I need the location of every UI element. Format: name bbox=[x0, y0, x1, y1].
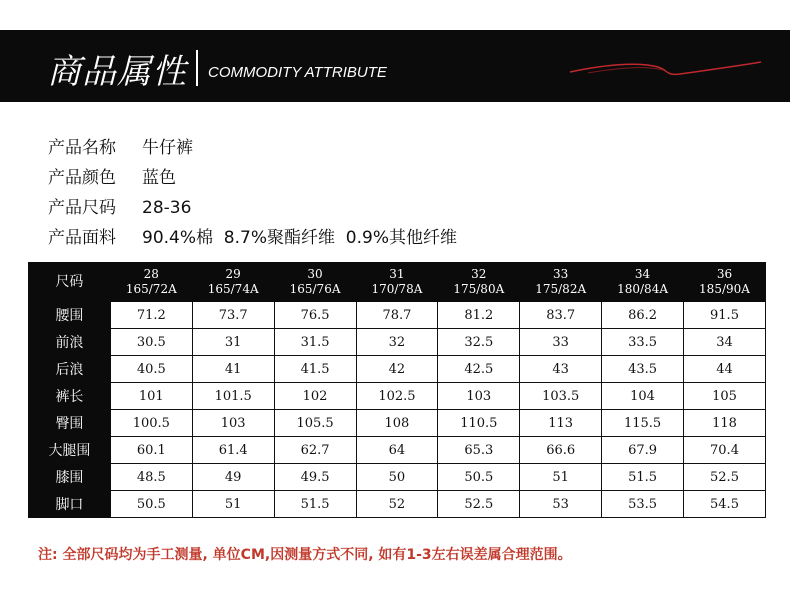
table-cell: 44 bbox=[684, 356, 766, 383]
row-label: 大腿围 bbox=[29, 437, 111, 464]
table-cell: 52.5 bbox=[438, 491, 520, 518]
table-cell: 41.5 bbox=[274, 356, 356, 383]
measurement-note: 注: 全部尺码均为手工测量, 单位CM,因测量方式不同, 如有1-3左右误差属合理范围。 bbox=[38, 547, 572, 563]
table-cell: 101 bbox=[110, 383, 192, 410]
table-cell: 103 bbox=[438, 383, 520, 410]
table-cell: 70.4 bbox=[684, 437, 766, 464]
table-cell: 91.5 bbox=[684, 302, 766, 329]
table-cell: 81.2 bbox=[438, 302, 520, 329]
size-column-header bbox=[602, 263, 684, 302]
size-fit: 165/74A bbox=[207, 282, 259, 296]
table-cell: 49 bbox=[192, 464, 274, 491]
attribute-row bbox=[48, 193, 457, 223]
table-row bbox=[29, 383, 766, 410]
size-header-row bbox=[29, 263, 766, 302]
table-cell: 32.5 bbox=[438, 329, 520, 356]
table-row bbox=[29, 437, 766, 464]
table-cell: 102.5 bbox=[356, 383, 438, 410]
table-cell: 78.7 bbox=[356, 302, 438, 329]
table-cell: 50 bbox=[356, 464, 438, 491]
attribute-label: 产品颜色 bbox=[48, 168, 116, 188]
table-cell: 40.5 bbox=[110, 356, 192, 383]
size-number: 32 bbox=[471, 267, 487, 281]
table-row bbox=[29, 410, 766, 437]
size-column-header bbox=[438, 263, 520, 302]
size-fit: 180/84A bbox=[617, 282, 668, 296]
row-label: 臀围 bbox=[29, 410, 111, 437]
size-number: 31 bbox=[389, 267, 405, 281]
size-number: 29 bbox=[225, 267, 241, 281]
table-cell: 31.5 bbox=[274, 329, 356, 356]
table-cell: 48.5 bbox=[110, 464, 192, 491]
size-table bbox=[28, 262, 766, 518]
table-cell: 61.4 bbox=[192, 437, 274, 464]
table-cell: 53 bbox=[520, 491, 602, 518]
table-cell: 110.5 bbox=[438, 410, 520, 437]
table-cell: 100.5 bbox=[110, 410, 192, 437]
size-fit: 165/72A bbox=[125, 282, 177, 296]
table-cell: 51.5 bbox=[274, 491, 356, 518]
size-number: 34 bbox=[634, 267, 651, 281]
attribute-label: 产品尺码 bbox=[48, 198, 116, 218]
table-cell: 33.5 bbox=[602, 329, 684, 356]
attribute-row bbox=[48, 163, 457, 193]
table-cell: 60.1 bbox=[110, 437, 192, 464]
size-fit: 175/80A bbox=[453, 282, 505, 296]
table-cell: 51.5 bbox=[602, 464, 684, 491]
table-cell: 115.5 bbox=[602, 410, 684, 437]
table-cell: 103.5 bbox=[520, 383, 602, 410]
size-fit: 170/78A bbox=[371, 282, 423, 296]
table-cell: 71.2 bbox=[110, 302, 192, 329]
table-cell: 51 bbox=[192, 491, 274, 518]
red-swoosh-decoration bbox=[568, 58, 763, 80]
table-cell: 33 bbox=[520, 329, 602, 356]
header-subtitle: COMMODITY ATTRIBUTE bbox=[208, 64, 387, 81]
table-cell: 42.5 bbox=[438, 356, 520, 383]
table-cell: 51 bbox=[520, 464, 602, 491]
size-fit: 165/76A bbox=[289, 282, 341, 296]
size-column-header bbox=[110, 263, 192, 302]
size-fit: 175/82A bbox=[535, 282, 587, 296]
attribute-value: 28-36 bbox=[142, 198, 192, 218]
table-cell: 30.5 bbox=[110, 329, 192, 356]
header-title: 商品属性 bbox=[47, 52, 187, 92]
table-cell: 50.5 bbox=[438, 464, 520, 491]
table-cell: 42 bbox=[356, 356, 438, 383]
table-cell: 101.5 bbox=[192, 383, 274, 410]
table-cell: 64 bbox=[356, 437, 438, 464]
attribute-value: 90.4%棉 8.7%聚酯纤维 0.9%其他纤维 bbox=[142, 228, 457, 248]
size-corner-label: 尺码 bbox=[29, 263, 111, 302]
attribute-label: 产品面料 bbox=[48, 228, 116, 248]
attribute-value: 牛仔裤 bbox=[142, 138, 193, 158]
size-number: 28 bbox=[143, 267, 159, 281]
table-cell: 105.5 bbox=[274, 410, 356, 437]
table-cell: 66.6 bbox=[520, 437, 602, 464]
size-fit: 185/90A bbox=[699, 282, 750, 296]
table-cell: 73.7 bbox=[192, 302, 274, 329]
table-cell: 65.3 bbox=[438, 437, 520, 464]
table-row bbox=[29, 302, 766, 329]
header-divider bbox=[196, 50, 198, 86]
size-column-header bbox=[520, 263, 602, 302]
size-number: 30 bbox=[307, 267, 323, 281]
size-column-header bbox=[192, 263, 274, 302]
table-cell: 103 bbox=[192, 410, 274, 437]
table-cell: 102 bbox=[274, 383, 356, 410]
table-cell: 50.5 bbox=[110, 491, 192, 518]
table-cell: 105 bbox=[684, 383, 766, 410]
table-row bbox=[29, 329, 766, 356]
table-cell: 118 bbox=[684, 410, 766, 437]
table-cell: 104 bbox=[602, 383, 684, 410]
table-cell: 49.5 bbox=[274, 464, 356, 491]
table-cell: 52.5 bbox=[684, 464, 766, 491]
table-cell: 113 bbox=[520, 410, 602, 437]
table-cell: 43 bbox=[520, 356, 602, 383]
row-label: 膝围 bbox=[29, 464, 111, 491]
table-cell: 31 bbox=[192, 329, 274, 356]
size-number: 33 bbox=[553, 267, 569, 281]
table-cell: 54.5 bbox=[684, 491, 766, 518]
table-row bbox=[29, 356, 766, 383]
table-cell: 108 bbox=[356, 410, 438, 437]
row-label: 前浪 bbox=[29, 329, 111, 356]
table-cell: 86.2 bbox=[602, 302, 684, 329]
table-row bbox=[29, 491, 766, 518]
row-label: 后浪 bbox=[29, 356, 111, 383]
table-cell: 43.5 bbox=[602, 356, 684, 383]
attribute-list bbox=[48, 133, 457, 253]
table-cell: 53.5 bbox=[602, 491, 684, 518]
table-cell: 62.7 bbox=[274, 437, 356, 464]
table-cell: 41 bbox=[192, 356, 274, 383]
table-cell: 52 bbox=[356, 491, 438, 518]
table-cell: 76.5 bbox=[274, 302, 356, 329]
attribute-value: 蓝色 bbox=[142, 168, 176, 188]
attribute-label: 产品名称 bbox=[48, 138, 116, 158]
attribute-row bbox=[48, 223, 457, 253]
size-column-header bbox=[274, 263, 356, 302]
table-cell: 32 bbox=[356, 329, 438, 356]
table-cell: 67.9 bbox=[602, 437, 684, 464]
header-banner bbox=[0, 30, 790, 102]
row-label: 腰围 bbox=[29, 302, 111, 329]
table-cell: 83.7 bbox=[520, 302, 602, 329]
row-label: 脚口 bbox=[29, 491, 111, 518]
row-label: 裤长 bbox=[29, 383, 111, 410]
attribute-row bbox=[48, 133, 457, 163]
size-column-header bbox=[356, 263, 438, 302]
table-row bbox=[29, 464, 766, 491]
size-column-header bbox=[684, 263, 766, 302]
size-number: 36 bbox=[716, 267, 733, 281]
table-cell: 34 bbox=[684, 329, 766, 356]
